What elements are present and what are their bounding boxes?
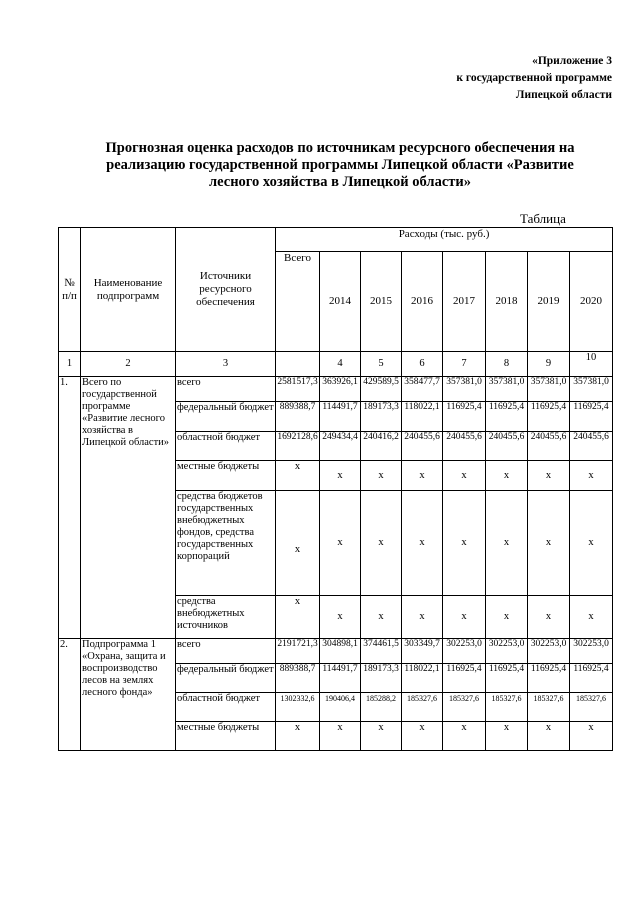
value-cell: 302253,0: [443, 639, 486, 664]
header-year: 2019: [528, 252, 570, 352]
value-cell: x: [486, 596, 528, 639]
value-cell: 357381,0: [528, 377, 570, 402]
appendix-line: Липецкой области: [515, 89, 612, 101]
value-cell: x: [443, 491, 486, 596]
value-cell: 118022,1: [402, 664, 443, 693]
value-cell: 358477,7: [402, 377, 443, 402]
total-cell: 889388,7: [276, 664, 320, 693]
value-cell: x: [320, 722, 361, 751]
value-cell: 240455,6: [570, 432, 613, 461]
header-expenses: Расходы (тыс. руб.): [276, 228, 613, 252]
total-cell: x: [276, 722, 320, 751]
value-cell: x: [443, 461, 486, 491]
value-cell: x: [570, 461, 613, 491]
value-cell: 116925,4: [528, 664, 570, 693]
value-cell: x: [486, 722, 528, 751]
value-cell: 185327,6: [443, 693, 486, 722]
value-cell: 357381,0: [486, 377, 528, 402]
value-cell: x: [570, 596, 613, 639]
total-cell: x: [276, 491, 320, 596]
total-cell: 2191721,3: [276, 639, 320, 664]
value-cell: 190406,4: [320, 693, 361, 722]
table-row: [59, 639, 613, 664]
source-label: всего: [176, 377, 276, 402]
value-cell: 304898,1: [320, 639, 361, 664]
total-cell: 889388,7: [276, 402, 320, 432]
value-cell: 302253,0: [528, 639, 570, 664]
header-row: [59, 228, 613, 252]
source-label: всего: [176, 639, 276, 664]
value-cell: x: [320, 491, 361, 596]
value-cell: x: [361, 461, 402, 491]
row-num: 2.: [59, 639, 81, 751]
column-number: 1: [59, 352, 81, 377]
header-year: 2020: [570, 252, 613, 352]
value-cell: 185327,6: [402, 693, 443, 722]
value-cell: 114491,7: [320, 402, 361, 432]
value-cell: x: [402, 491, 443, 596]
value-cell: 363926,1: [320, 377, 361, 402]
value-cell: 240455,6: [443, 432, 486, 461]
value-cell: 303349,7: [402, 639, 443, 664]
value-cell: 240455,6: [486, 432, 528, 461]
value-cell: 118022,1: [402, 402, 443, 432]
value-cell: x: [361, 596, 402, 639]
value-cell: x: [486, 491, 528, 596]
value-cell: 302253,0: [486, 639, 528, 664]
total-cell: 1302332,6: [276, 693, 320, 722]
document-title: [60, 140, 620, 191]
title-line: лесного хозяйства в Липецкой области»: [209, 174, 471, 190]
header-year: 2015: [361, 252, 402, 352]
value-cell: x: [570, 491, 613, 596]
header-sources: Источники ресурсного обеспечения: [176, 228, 276, 352]
value-cell: x: [486, 461, 528, 491]
column-number: 7: [443, 352, 486, 377]
appendix-note: [456, 53, 612, 104]
appendix-line: к государственной программе: [456, 72, 612, 84]
title-line: Прогнозная оценка расходов по источникам ресурсного обеспечения на: [105, 140, 575, 156]
value-cell: 185327,6: [528, 693, 570, 722]
value-cell: x: [570, 722, 613, 751]
value-cell: 114491,7: [320, 664, 361, 693]
value-cell: 249434,4: [320, 432, 361, 461]
column-number: 9: [528, 352, 570, 377]
value-cell: 357381,0: [443, 377, 486, 402]
value-cell: 240455,6: [402, 432, 443, 461]
column-number: [276, 352, 320, 377]
source-label: местные бюджеты: [176, 722, 276, 751]
total-cell: x: [276, 596, 320, 639]
value-cell: 429589,5: [361, 377, 402, 402]
value-cell: x: [528, 596, 570, 639]
program-name: Всего по государственной программе «Развитие лесного хозяйства в Липецкой области»: [81, 377, 176, 639]
column-number: 4: [320, 352, 361, 377]
column-number: 5: [361, 352, 402, 377]
value-cell: 116925,4: [528, 402, 570, 432]
header-name: Наименование подпрограмм: [81, 228, 176, 352]
value-cell: x: [402, 461, 443, 491]
header-year: 2018: [486, 252, 528, 352]
value-cell: x: [528, 722, 570, 751]
value-cell: x: [320, 461, 361, 491]
header-num: № п/п: [59, 228, 81, 352]
value-cell: 116925,4: [443, 664, 486, 693]
table-caption: Таблица: [520, 211, 566, 226]
total-cell: 1692128,6: [276, 432, 320, 461]
appendix-line: «Приложение 3: [532, 55, 612, 67]
value-cell: 189173,3: [361, 402, 402, 432]
value-cell: 302253,0: [570, 639, 613, 664]
value-cell: x: [402, 596, 443, 639]
column-number: 6: [402, 352, 443, 377]
value-cell: 185327,6: [486, 693, 528, 722]
column-number: 8: [486, 352, 528, 377]
value-cell: 185288,2: [361, 693, 402, 722]
value-cell: 116925,4: [570, 664, 613, 693]
source-label: федеральный бюджет: [176, 664, 276, 693]
source-label: федеральный бюджет: [176, 402, 276, 432]
header-year: 2017: [443, 252, 486, 352]
header-total: Всего: [276, 252, 320, 352]
total-cell: 2581517,3: [276, 377, 320, 402]
column-number-row: [59, 352, 613, 377]
value-cell: 240416,2: [361, 432, 402, 461]
value-cell: 357381,0: [570, 377, 613, 402]
source-label: местные бюджеты: [176, 461, 276, 491]
value-cell: 116925,4: [486, 402, 528, 432]
value-cell: 189173,3: [361, 664, 402, 693]
source-label: средства бюджетов государственных внебюджетных фондов, средства государственных корпораций: [176, 491, 276, 596]
source-label: областной бюджет: [176, 432, 276, 461]
value-cell: x: [361, 491, 402, 596]
column-number: 2: [81, 352, 176, 377]
value-cell: 116925,4: [486, 664, 528, 693]
value-cell: 185327,6: [570, 693, 613, 722]
value-cell: 374461,5: [361, 639, 402, 664]
value-cell: x: [528, 491, 570, 596]
value-cell: 116925,4: [570, 402, 613, 432]
value-cell: 116925,4: [443, 402, 486, 432]
table-row: [59, 377, 613, 402]
title-line: реализацию государственной программы Липецкой области «Развитие: [106, 157, 574, 173]
column-number: 3: [176, 352, 276, 377]
value-cell: x: [443, 596, 486, 639]
value-cell: x: [528, 461, 570, 491]
value-cell: x: [361, 722, 402, 751]
value-cell: x: [402, 722, 443, 751]
source-label: средства внебюджетных источников: [176, 596, 276, 639]
program-name: Подпрограмма 1 «Охрана, защита и воспроизводство лесов на землях лесного фонда»: [81, 639, 176, 751]
header-year: 2016: [402, 252, 443, 352]
source-label: областной бюджет: [176, 693, 276, 722]
row-num: 1.: [59, 377, 81, 639]
total-cell: x: [276, 461, 320, 491]
value-cell: 240455,6: [528, 432, 570, 461]
value-cell: x: [320, 596, 361, 639]
expenses-table: [58, 227, 613, 751]
column-number: 10: [570, 352, 613, 377]
header-year: 2014: [320, 252, 361, 352]
value-cell: x: [443, 722, 486, 751]
